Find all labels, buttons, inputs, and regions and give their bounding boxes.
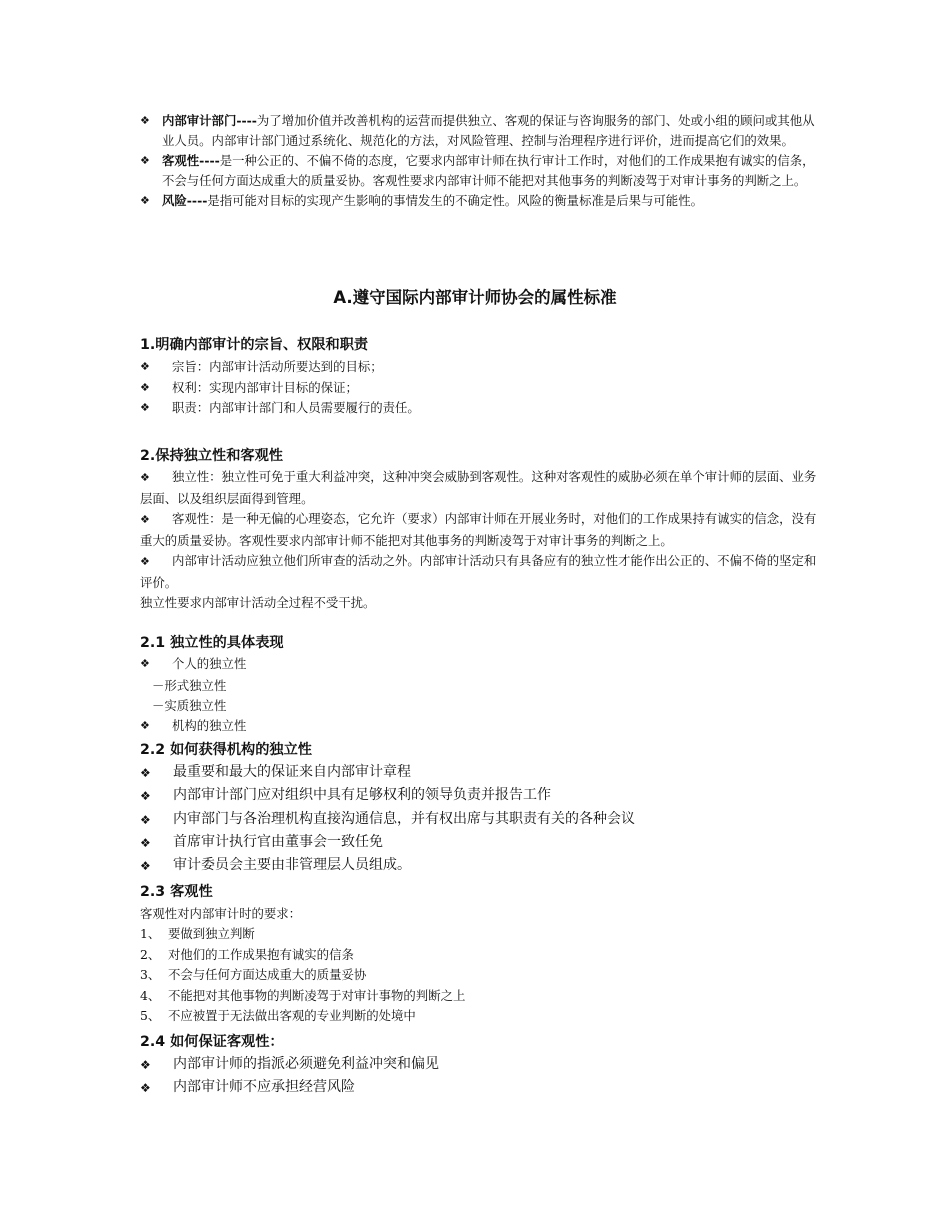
definition-term: 客观性----: [162, 153, 220, 168]
item-text: 不应被置于无法做出客观的专业判断的处境中: [168, 1008, 416, 1023]
list-item-text: 首席审计执行官由董事会一致任免: [173, 833, 383, 850]
item-number: 2、: [140, 946, 161, 962]
diamond-bullet-icon: ❖: [140, 719, 150, 732]
paragraph-text: 独立性：独立性可免于重大利益冲突，这种冲突会威胁到客观性。这种对客观性的威胁必须在单个审计师的层面、业务层面、以及组织层面得到管理。: [140, 469, 817, 506]
diamond-bullet-icon: ❖: [140, 1058, 151, 1072]
sub-item: －实质独立性: [152, 698, 227, 713]
diamond-bullet-icon: ❖: [140, 835, 151, 850]
list-item-text: 宗旨：内部审计活动所要达到的目标；: [172, 359, 383, 374]
diamond-bullet-icon: ❖: [140, 789, 151, 804]
section-2-2-heading: 2.2 如何获得机构的独立性: [140, 742, 312, 758]
section-2-1-list: [140, 654, 820, 675]
section-2-body: [140, 467, 820, 614]
numbered-item: [140, 965, 820, 986]
section-2-1-heading: 2.1 独立性的具体表现: [140, 635, 284, 651]
definitions-list: [140, 111, 820, 211]
list-item: [140, 378, 820, 399]
list-item-text: 审计委员会主要由非管理层人员组成。: [173, 857, 411, 874]
diamond-bullet-icon: ❖: [140, 471, 150, 484]
list-item: [140, 1053, 820, 1076]
list-item: [140, 808, 820, 831]
section-2-4-heading: 2.4 如何保证客观性：: [140, 1034, 284, 1050]
numbered-item: [140, 945, 820, 966]
list-item: [140, 761, 820, 784]
definition-term: 风险----: [162, 193, 208, 208]
numbered-list: [140, 924, 820, 1027]
item-text: 不能把对其他事物的判断凌驾于对审计事物的判断之上: [168, 987, 466, 1003]
diamond-bullet-icon: ❖: [140, 1081, 151, 1096]
numbered-item: [140, 1006, 820, 1027]
section-2-3-heading: 2.3 客观性: [140, 884, 213, 900]
numbered-item: [140, 924, 820, 945]
definition-item: [140, 151, 820, 191]
list-item-text: 内部审计师的指派必须避免利益冲突和偏见: [173, 1056, 439, 1072]
paragraph-text: 内部审计活动应独立他们所审查的活动之外。内部审计活动只有具备应有的独立性才能作出公正的、不偏不倚的坚定和评价。: [140, 553, 817, 590]
paragraph: [140, 509, 820, 551]
diamond-bullet-icon: ❖: [140, 154, 150, 167]
section-2-1-list-2: [140, 716, 820, 737]
item-text: 不会与任何方面达成重大的质量妥协: [168, 967, 367, 982]
list-item-text: 内部审计部门应对组织中具有足够权利的领导负责并报告工作: [173, 787, 551, 804]
list-item: [140, 1076, 820, 1099]
definition-item: [140, 111, 820, 151]
diamond-bullet-icon: ❖: [140, 401, 150, 414]
diamond-bullet-icon: ❖: [140, 812, 151, 827]
sub-item: －形式独立性: [152, 678, 227, 693]
item-number: 3、: [140, 967, 161, 982]
list-item-text: 职责：内部审计部门和人员需要履行的责任。: [172, 400, 420, 415]
section-1-heading: 1.明确内部审计的宗旨、权限和职责: [140, 337, 369, 353]
list-item: [140, 784, 820, 807]
item-text: 对他们的工作成果抱有诚实的信条: [168, 946, 354, 962]
diamond-bullet-icon: ❖: [140, 194, 150, 207]
list-item-text: 内部审计师不应承担经营风险: [173, 1079, 355, 1096]
list-item-text: 权利：实现内部审计目标的保证；: [172, 379, 358, 395]
item-number: 1、: [140, 926, 161, 941]
list-item: [140, 357, 820, 378]
diamond-bullet-icon: ❖: [140, 766, 151, 780]
diamond-bullet-icon: ❖: [140, 360, 150, 373]
section-2-heading: 2.保持独立性和客观性: [140, 448, 283, 464]
diamond-bullet-icon: ❖: [140, 555, 150, 568]
list-item: [140, 831, 820, 854]
diamond-bullet-icon: ❖: [140, 859, 151, 874]
section-1-list: [140, 357, 820, 419]
section-2-4-list: [140, 1053, 820, 1100]
paragraph: [140, 467, 820, 509]
paragraph-text: 客观性：是一种无偏的心理姿态，它允许（要求）内部审计师在开展业务时，对他们的工作成果持有诚实的信念，没有重大的质量妥协。客观性要求内部审计师不能把对其他事务的判断凌驾于对审计事务的判断之上。: [140, 511, 817, 548]
section-2-3-intro: 客观性对内部审计时的要求：: [140, 906, 302, 921]
definition-term: 内部审计部门----: [162, 113, 257, 128]
definition-item: [140, 191, 820, 211]
list-item: [140, 398, 820, 419]
list-item: [140, 854, 820, 877]
item-number: 5、: [140, 1008, 161, 1023]
section-2-2-list: [140, 761, 820, 877]
item-number: 4、: [140, 987, 161, 1003]
diamond-bullet-icon: ❖: [140, 657, 150, 670]
numbered-item: [140, 986, 820, 1007]
list-item: [140, 716, 820, 737]
definition-text: 为了增加价值并改善机构的运营而提供独立、客观的保证与咨询服务的部门、处或小组的顾问或其他从业人员。内部审计部门通过系统化、规范化的方法，对风险管理、控制与治理程序进行评价，进而提高它们的效果。: [162, 113, 815, 148]
list-item-text: 个人的独立性: [172, 656, 247, 671]
paragraph: [140, 551, 820, 593]
list-item-text: 内审部门与各治理机构直接沟通信息，并有权出席与其职责有关的各种会议: [173, 810, 635, 827]
definition-text: 是指可能对目标的实现产生影响的事情发生的不确定性。风险的衡量标准是后果与可能性。: [207, 193, 703, 208]
list-item-text: 机构的独立性: [172, 718, 247, 733]
diamond-bullet-icon: ❖: [140, 114, 150, 127]
main-title: A.遵守国际内部审计师协会的属性标准: [333, 288, 617, 307]
item-text: 要做到独立判断: [168, 926, 255, 941]
list-item: [140, 654, 820, 675]
definition-text: 是一种公正的、不偏不倚的态度，它要求内部审计师在执行审计工作时，对他们的工作成果抱有诚实的信条，不会与任何方面达成重大的质量妥协。客观性要求内部审计师不能把对其他事务的判断凌驾于对审计事务的判断之上。: [162, 153, 815, 188]
diamond-bullet-icon: ❖: [140, 513, 150, 526]
list-item-text: 最重要和最大的保证来自内部审计章程: [173, 764, 411, 780]
diamond-bullet-icon: ❖: [140, 380, 150, 394]
note-text: 独立性要求内部审计活动全过程不受干扰。: [140, 595, 376, 610]
